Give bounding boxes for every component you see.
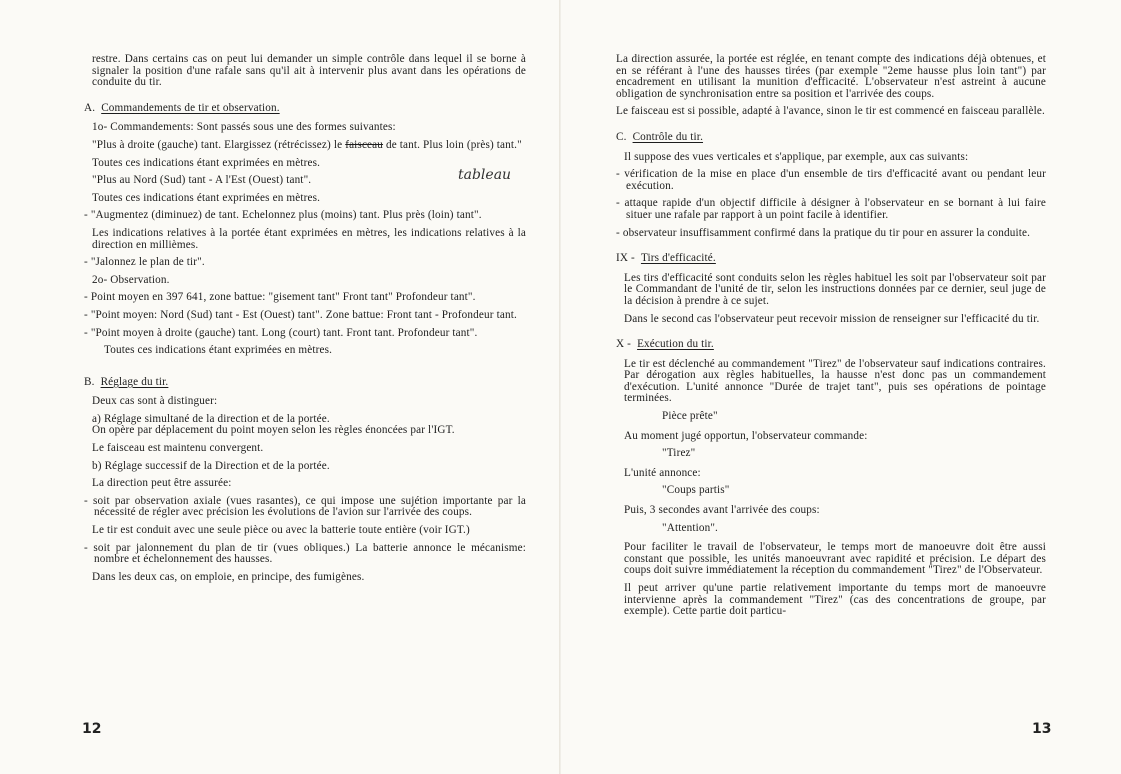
paragraph: Toutes ces indications étant exprimées en mètres. [92,191,321,204]
commandements-text-b: de tant. Plus loin (près) tant." [383,138,522,151]
quoted-command: "Attention". [662,521,718,534]
commandements-heading: 1o- Commandements: Sont passés sous une des formes suivantes: [92,121,396,134]
list-item: - "Jalonnez le plan de tir". [84,256,205,269]
paragraph: Les indications relatives à la portée étant exprimées en mètres, les indications relatives à la direction en millièmes. [92,226,526,251]
paragraph: Toutes ces indications étant exprimées en mètres. [104,344,333,357]
list-item: - "Augmentez (diminuez) de tant. Echelonnez plus (moins) tant. Plus près (loin) tant". [84,209,482,222]
section-b-label: B. [84,375,95,388]
section-c-heading [616,132,1046,144]
handwritten-annotation: tableau [458,167,512,183]
paragraph: Il peut arriver qu'une partie relativement importante du temps mort de manoeuvre intervienne après la commandement "Tirez" (cas des concentrations de groupe, par exemple). Cette partie doit particu- [624,582,1046,618]
list-item: - "Point moyen: Nord (Sud) tant - Est (Ouest) tant". Zone battue: Front tant - Profondeur tant. [84,308,517,321]
paragraph: La direction peut être assurée: [92,477,232,490]
list-item: - vérification de la mise en place d'un ensemble de tirs d'efficacité avant ou pendant leur exécution. [616,168,1046,192]
list-item: - "Point moyen à droite (gauche) tant. Long (court) tant. Front tant. Profondeur tant". [84,326,478,339]
section-x-heading [616,339,1046,351]
paragraph: Pour faciliter le travail de l'observateur, le temps mort de manoeuvre doit être aussi constant que possible, les unités manoeuvrant avec rapidité et précision. Le départ des coups doit suivre immédiatement la réception du commandement "Tirez" de l'Observateur. [624,541,1046,577]
paragraph: Puis, 3 secondes avant l'arrivée des coups: [624,504,820,517]
section-ix-title: Tirs d'efficacité. [640,252,716,265]
section-a-title: Commandements de tir et observation. [101,101,280,114]
paragraph: b) Réglage successif de la Direction et de la portée. [92,459,330,472]
paragraph: Dans le second cas l'observateur peut recevoir mission de renseigner sur l'efficacité du tir. [624,312,1040,325]
left-intro-paragraph: restre. Dans certains cas on peut lui demander un simple contrôle dans lequel il se borne à signaler la position d'une rafale sans qu'il ait à intervenir plus avant dans les opérations de conduite du tir. [92,53,526,89]
list-item: - attaque rapide d'un objectif difficile à désigner à l'observateur en se bornant à lui faire situer une rafale par rapport à un point facile à identifier. [616,197,1046,221]
paragraph: Toutes ces indications étant exprimées en mètres. [92,156,321,169]
paragraph: L'unité annonce: [624,466,701,479]
commandements-line [84,140,526,152]
paragraph: Le faisceau est maintenu convergent. [92,442,264,455]
section-x-title: Exécution du tir. [637,338,714,351]
paragraph: Les tirs d'efficacité sont conduits selon les règles habituel les soit par l'observateur soit par le Commandant de l'unité de tir, selon les instructions données par ce dernier, seul juge de la décision à prendre à ce sujet. [624,271,1046,307]
paragraph: Dans les deux cas, on emploie, en principe, des fumigènes. [92,570,365,583]
page-number-right: 13 [1032,721,1052,737]
section-a-heading [84,103,526,115]
observation-heading: 2o- Observation. [92,273,170,286]
paragraph: Il suppose des vues verticales et s'applique, par exemple, aux cas suivants: [624,150,969,163]
paragraph: Deux cas sont à distinguer: [92,395,218,408]
section-b-heading [84,377,526,389]
section-a-label: A. [84,101,96,114]
paragraph: Le faisceau est si possible, adapté à l'avance, sinon le tir est commencé en faisceau parallèle. [616,105,1045,118]
section-ix-heading [616,253,1046,265]
paragraph: Au moment jugé opportun, l'observateur commande: [624,429,868,442]
list-item: - Point moyen en 397 641, zone battue: "gisement tant" Front tant" Profondeur tant". [84,291,476,304]
page-number-left: 12 [82,721,102,737]
list-item: - soit par observation axiale (vues rasantes), ce qui impose une sujétion importante par la nécessité de régler avec précision les évolutions de l'avion sur l'arrivée des coups. [84,494,526,519]
right-column [616,54,1046,624]
left-page [0,0,560,774]
left-column [84,54,526,589]
commandements-text-a: "Plus à droite (gauche) tant. Elargissez (rétrécissez) le [92,138,346,151]
paragraph: Le tir est déclenché au commandement "Tirez" de l'observateur sauf indications contraires. Par dérogation aux règles habituelles, la hausse n'est donc pas un commandement d'exécution. L'unité annonce "Durée de trajet tant", puis ses opérations de pointage terminées. [624,357,1046,405]
quoted-command: "Tirez" [662,447,696,460]
paragraph: a) Réglage simultané de la direction et de la portée. [92,412,330,425]
list-item: - observateur insuffisamment confirmé dans la pratique du tir pour en assurer la conduite. [616,226,1031,239]
section-c-label: C. [616,130,627,143]
paragraph: "Plus au Nord (Sud) tant - A l'Est (Ouest) tant". [92,174,312,187]
struck-word: faisceau [345,138,384,151]
quoted-command: Pièce prête" [662,410,718,423]
section-c-title: Contrôle du tir. [632,130,704,143]
paragraph: Le tir est conduit avec une seule pièce ou avec la batterie toute entière (voir IGT.) [92,524,470,537]
list-item: - soit par jalonnement du plan de tir (vues obliques.) La batterie annonce le mécanisme: nombre et échelonnement des hausses. [84,541,526,566]
quoted-command: "Coups partis" [662,484,730,497]
section-x-label: X - [616,338,632,351]
paragraph: On opère par déplacement du point moyen selon les règles énoncées par l'IGT. [92,424,455,437]
right-page [560,0,1121,774]
section-ix-label: IX - [616,252,635,265]
section-b-title: Réglage du tir. [100,375,169,388]
paragraph: La direction assurée, la portée est réglée, en tenant compte des indications déjà obtenues, et en se référant à l'une des hausses tirées (par exemple "2eme hausse plus loin tant") par encadrement en utilisant la munition d'efficacité. L'observateur n'est astreint à aucune obligation de synchronisation entre sa position et l'arrivée des coups. [616,53,1046,100]
